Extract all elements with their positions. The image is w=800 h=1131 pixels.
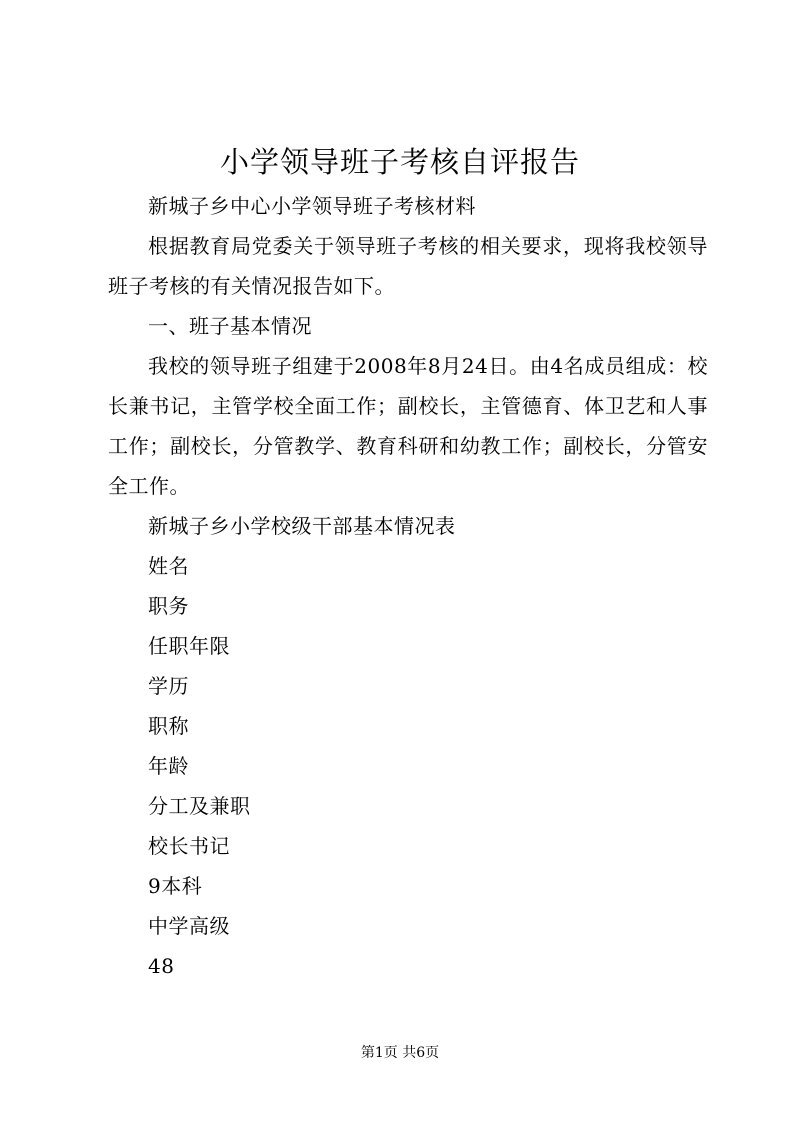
document-body [108, 186, 708, 986]
paragraph-heading: 新城子乡中心小学领导班子考核材料 [148, 194, 476, 218]
paragraph-body: 我校的领导班子组建于2008年8月24日。由4名成员组成：校长兼书记，主管学校全面工作；副校长，主管德育、体卫艺和人事工作；副校长，分管教学、教育科研和幼教工作；副校长，分管安全工作。 [108, 354, 708, 498]
table-cell: 校长书记 [148, 834, 230, 858]
paragraph-intro: 根据教育局党委关于领导班子考核的相关要求，现将我校领导班子考核的有关情况报告如下。 [108, 234, 708, 298]
table-cell: 姓名 [148, 554, 189, 578]
table-caption: 新城子乡小学校级干部基本情况表 [148, 514, 456, 538]
table-cell: 任职年限 [148, 634, 230, 658]
table-cell: 48 [148, 954, 175, 978]
section-heading: 一、班子基本情况 [148, 314, 312, 338]
table-cell: 分工及兼职 [148, 794, 251, 818]
table-cell: 职称 [148, 714, 189, 738]
page-number-footer: 第1页 共6页 [360, 1045, 440, 1061]
table-cell: 9本科 [148, 874, 203, 898]
table-cell: 年龄 [148, 754, 189, 778]
document-title: 小学领导班子考核自评报告 [219, 145, 580, 179]
table-cell: 职务 [148, 594, 189, 618]
table-cell: 中学高级 [148, 914, 230, 938]
table-cell: 学历 [148, 674, 189, 698]
